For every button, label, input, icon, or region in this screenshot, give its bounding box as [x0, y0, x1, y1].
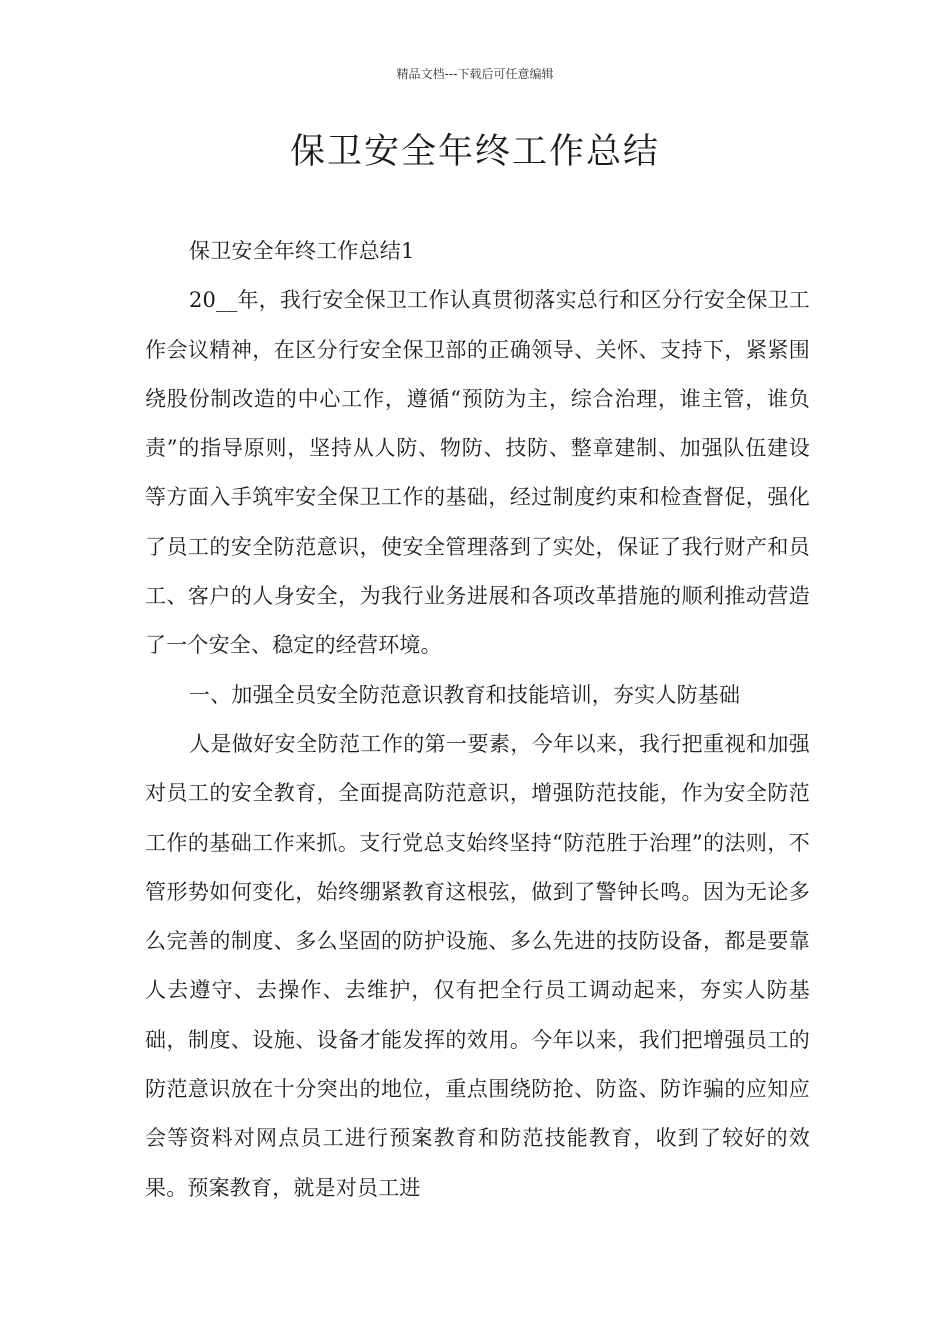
body-paragraph: 20__年，我行安全保卫工作认真贯彻落实总行和区分行安全保卫工作会议精神，在区分行安全保卫部的正确领导、关怀、支持下，紧紧围绕股份制改造的中心工作，遵循“预防为主，综合治理，谁主管，谁负责”的指导原则，坚持从人防、物防、技防、整章建制、加强队伍建设等方面入手筑牢安全保卫工作的基础，经过制度约束和检查督促，强化了员工的安全防范意识，使安全管理落到了实处，保证了我行财产和员工、客户的人身安全，为我行业务进展和各项改革措施的顺利推动营造了一个安全、稳定的经营环境。: [145, 288, 810, 658]
header-note: 精品文档---下载后可任意编辑: [396, 67, 554, 81]
section-heading: 一、加强全员安全防范意识教育和技能培训，夯实人防基础: [189, 682, 741, 707]
document-body: [145, 227, 810, 1213]
document-title: 保卫安全年终工作总结: [289, 132, 660, 172]
section-heading: 保卫安全年终工作总结1: [189, 239, 415, 263]
body-paragraph: 人是做好安全防范工作的第一要素，今年以来，我行把重视和加强对员工的安全教育，全面提高防范意识，增强防范技能，作为安全防范工作的基础工作来抓。支行党总支始终坚持“防范胜于治理”的法则，不管形势如何变化，始终绷紧教育这根弦，做到了警钟长鸣。因为无论多么完善的制度、多么坚固的防护设施、多么先进的技防设备，都是要靠人去遵守、去操作、去维护，仅有把全行员工调动起来，夯实人防基础，制度、设施、设备才能发挥的效用。今年以来，我们把增强员工的防范意识放在十分突出的地位，重点围绕防抢、防盗、防诈骗的应知应会等资料对网点员工进行预案教育和防范技能教育，收到了较好的效果。预案教育，就是对员工进: [145, 731, 810, 1200]
